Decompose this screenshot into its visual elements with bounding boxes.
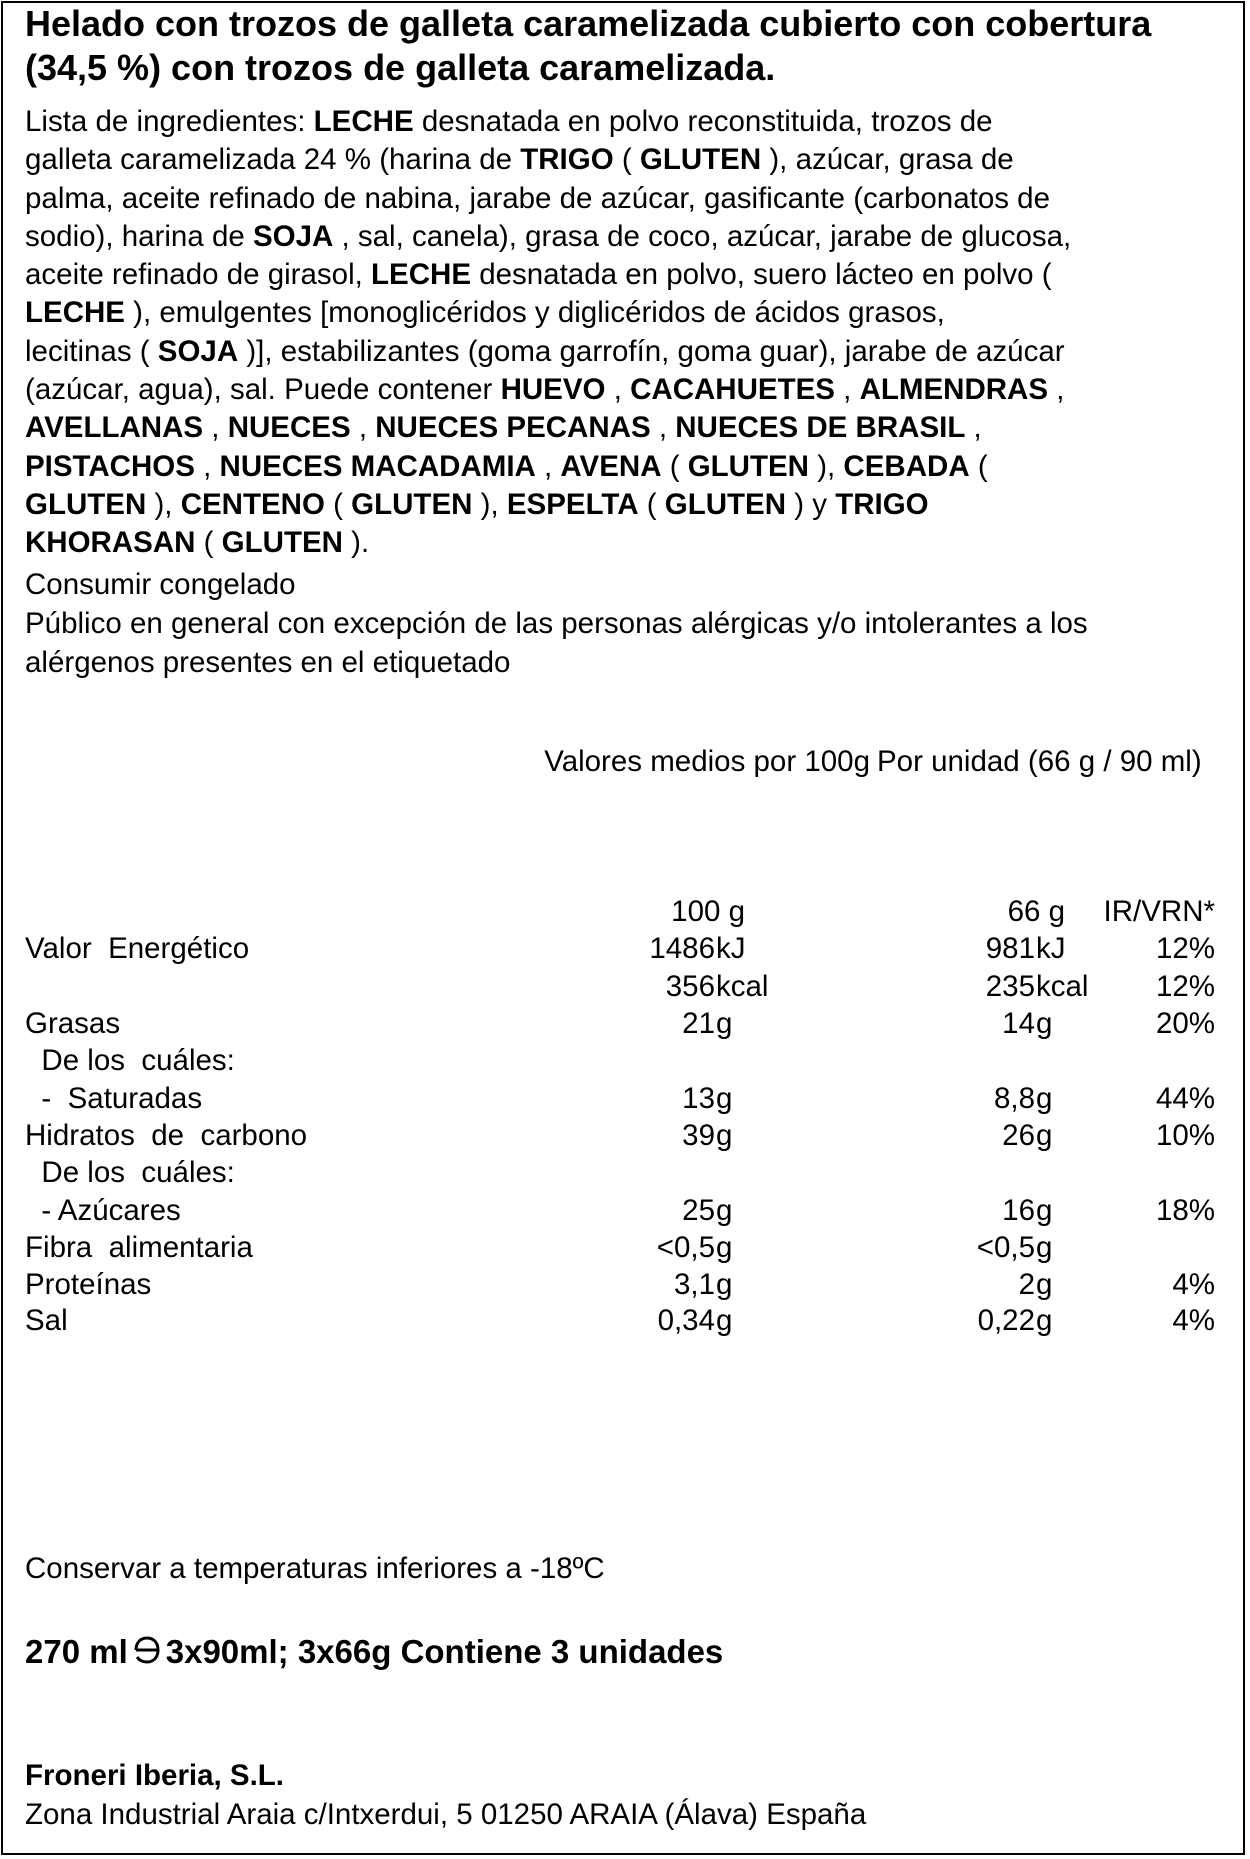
- storage-instruction: Conservar a temperaturas inferiores a -18ºC: [25, 1552, 605, 1585]
- nutrition-percent-irvrn: 44%: [1155, 1082, 1215, 1115]
- ingredient-text: desnatada en polvo, suero lácteo en polvo (: [471, 258, 1052, 292]
- allergen-text: ESPELTA: [506, 487, 639, 521]
- ingredient-text: ), emulgentes [monoglicéridos y diglicéridos de ácidos grasos,: [124, 296, 945, 330]
- nutrition-unit-unit: g: [1036, 1304, 1053, 1337]
- ingredient-text: ,: [650, 411, 676, 445]
- nutrition-unit-unit: g: [1036, 1268, 1053, 1301]
- consume-instruction: Consumir congelado: [25, 568, 296, 601]
- allergen-text: SOJA: [157, 334, 239, 368]
- nutrition-value-unit: 235: [985, 970, 1035, 1003]
- allergen-text: KHORASAN: [25, 526, 196, 560]
- ingredient-text: ,: [605, 373, 631, 407]
- nutrition-percent-irvrn: 4%: [1172, 1304, 1215, 1337]
- nutrition-percent-irvrn: 18%: [1155, 1194, 1215, 1227]
- allergen-text: NUECES DE BRASIL: [675, 411, 966, 445]
- ingredient-text: aceite refinado de girasol,: [25, 258, 372, 292]
- nutrition-value-unit: 14: [1002, 1007, 1035, 1040]
- nutrition-unit-100g: g: [716, 1082, 733, 1115]
- ingredient-text: (: [324, 487, 352, 521]
- ingredients-line: [25, 371, 1225, 409]
- ingredient-text: (: [969, 449, 988, 483]
- allergen-text: ALMENDRAS: [859, 373, 1049, 407]
- nutrition-unit-100g: kcal: [716, 970, 769, 1003]
- nutrition-value-100g: 356: [665, 970, 715, 1003]
- ingredient-text: (: [613, 143, 640, 177]
- ingredients-line: [25, 448, 1225, 486]
- allergen-text: GLUTEN: [351, 487, 473, 521]
- audience-line-1: Público en general con excepción de las personas alérgicas y/o intolerantes a los: [25, 607, 1088, 640]
- nutrition-percent-irvrn: 12%: [1155, 970, 1215, 1003]
- allergen-text: TRIGO: [835, 487, 929, 521]
- ingredient-text: (: [638, 487, 665, 521]
- nutrition-unit-100g: g: [716, 1268, 733, 1301]
- ingredient-text: , sal, canela), grasa de coco, azúcar, jarabe de glucosa,: [333, 219, 1072, 253]
- nutrition-value-100g: 1486: [649, 932, 715, 965]
- estimated-sign-icon: [132, 1633, 162, 1675]
- allergen-text: LECHE: [25, 296, 125, 330]
- ingredient-text: Lista de ingredientes:: [25, 105, 314, 138]
- nutrition-value-unit: 2: [1018, 1268, 1035, 1301]
- allergen-text: NUECES: [227, 411, 351, 445]
- allergen-text: NUECES MACADAMIA: [219, 449, 536, 483]
- ingredients-list: [25, 103, 1225, 563]
- ingredient-text: (azúcar, agua), sal. Puede contener: [25, 373, 501, 407]
- ingredients-line: [25, 524, 1225, 562]
- nutrition-unit-unit: g: [1036, 1082, 1053, 1115]
- nutrition-label: Proteínas: [25, 1268, 152, 1301]
- ingredient-text: desnatada en polvo reconstituida, trozos de: [413, 105, 993, 138]
- ingredient-text: ) y: [786, 487, 836, 521]
- ingredient-text: (: [195, 526, 222, 560]
- nutrition-value-100g: 39: [682, 1119, 715, 1152]
- allergen-text: AVELLANAS: [25, 411, 204, 445]
- nutrition-value-100g: <0,5: [656, 1231, 715, 1264]
- nutrition-unit-100g: g: [716, 1304, 733, 1337]
- audience-line-2: alérgenos presentes en el etiquetado: [25, 646, 511, 679]
- company-address: Zona Industrial Araia c/Intxerdui, 5 01250 ARAIA (Álava) España: [25, 1798, 867, 1831]
- nutrition-col-66g: 66 g: [1007, 895, 1065, 928]
- net-detail: 3x90ml; 3x66g Contiene 3 unidades: [165, 1633, 724, 1670]
- nutrition-header-per100: Valores medios por 100g: [544, 745, 870, 778]
- ingredient-text: ,: [350, 411, 376, 445]
- allergen-text: PISTACHOS: [25, 449, 195, 483]
- allergen-text: GLUTEN: [639, 143, 762, 177]
- allergen-text: CENTENO: [180, 487, 325, 521]
- ingredients-line: [25, 409, 1225, 447]
- nutrition-percent-irvrn: 20%: [1155, 1007, 1215, 1040]
- nutrition-unit-100g: g: [716, 1007, 733, 1040]
- nutrition-percent-irvrn: 12%: [1155, 932, 1215, 965]
- ingredient-text: lecitinas (: [25, 334, 158, 368]
- nutrition-unit-unit: g: [1036, 1194, 1053, 1227]
- nutrition-value-unit: <0,5: [976, 1231, 1035, 1264]
- nutrition-unit-unit: g: [1036, 1007, 1053, 1040]
- nutrition-value-unit: 0,22: [977, 1304, 1035, 1337]
- nutrition-label: De los cuáles:: [25, 1044, 235, 1077]
- nutrition-unit-100g: g: [716, 1231, 733, 1264]
- ingredients-line: [25, 218, 1225, 256]
- nutrition-label: - Saturadas: [25, 1082, 203, 1115]
- allergen-text: LECHE: [313, 105, 414, 138]
- nutrition-value-100g: 0,34: [657, 1304, 715, 1337]
- nutrition-label: Valor Energético: [25, 932, 250, 965]
- ingredient-text: ).: [342, 526, 370, 560]
- nutrition-value-unit: 8,8: [993, 1082, 1035, 1115]
- nutrition-value-unit: 981: [985, 932, 1035, 965]
- ingredient-text: ),: [146, 487, 181, 521]
- ingredient-text: ,: [965, 411, 982, 445]
- allergen-text: AVENA: [560, 449, 662, 483]
- ingredients-line: [25, 333, 1225, 371]
- ingredient-text: ),: [809, 449, 844, 483]
- nutrition-unit-100g: g: [716, 1119, 733, 1152]
- nutrition-label: - Azúcares: [25, 1194, 181, 1227]
- product-title: Helado con trozos de galleta caramelizada cubierto con cobertura (34,5 %) con trozos de galleta caramelizada.: [25, 3, 1152, 88]
- nutrition-unit-unit: g: [1036, 1119, 1053, 1152]
- ingredients-line: [25, 141, 1225, 179]
- allergen-text: GLUTEN: [664, 487, 787, 521]
- nutrition-unit-100g: kJ: [716, 932, 746, 965]
- ingredients-line: [25, 103, 1225, 141]
- ingredient-text: ,: [194, 449, 220, 483]
- ingredient-text: ,: [1048, 373, 1065, 407]
- ingredient-text: ,: [203, 411, 228, 445]
- allergen-text: GLUTEN: [221, 526, 343, 560]
- nutrition-col-100g: 100 g: [671, 895, 745, 928]
- allergen-text: LECHE: [371, 258, 472, 292]
- ingredient-text: ,: [834, 373, 860, 407]
- ingredients-line: [25, 486, 1225, 524]
- nutrition-header-perunit: Por unidad (66 g / 90 ml): [877, 745, 1202, 778]
- nutrition-unit-unit: kJ: [1036, 932, 1066, 965]
- allergen-text: CEBADA: [843, 449, 970, 483]
- nutrition-unit-100g: g: [716, 1194, 733, 1227]
- allergen-text: TRIGO: [520, 143, 614, 177]
- nutrition-label: Hidratos de carbono: [25, 1119, 308, 1152]
- nutrition-percent-irvrn: 10%: [1155, 1119, 1215, 1152]
- ingredients-line: [25, 294, 1225, 332]
- nutrition-value-100g: 21: [682, 1007, 715, 1040]
- nutrition-unit-unit: kcal: [1036, 970, 1089, 1003]
- net-volume: 270 ml: [25, 1633, 128, 1670]
- nutrition-label: Grasas: [25, 1007, 121, 1040]
- allergen-text: GLUTEN: [687, 449, 809, 483]
- nutrition-label: De los cuáles:: [25, 1156, 235, 1189]
- allergen-text: HUEVO: [500, 373, 606, 407]
- nutrition-col-irvrn: IR/VRN*: [1103, 895, 1215, 928]
- ingredient-text: ), azúcar, grasa de: [761, 143, 1014, 177]
- nutrition-label: Sal: [25, 1304, 68, 1337]
- ingredient-text: (: [661, 449, 688, 483]
- nutrition-value-100g: 25: [682, 1194, 715, 1227]
- ingredient-text: palma, aceite refinado de nabina, jarabe de azúcar, gasificante (carbonatos de: [25, 181, 1050, 215]
- nutrition-value-100g: 13: [682, 1082, 715, 1115]
- ingredient-text: ,: [535, 449, 561, 483]
- nutrition-value-unit: 16: [1002, 1194, 1035, 1227]
- ingredient-text: )], estabilizantes (goma garrofín, goma guar), jarabe de azúcar: [238, 334, 1065, 368]
- ingredients-line: [25, 256, 1225, 294]
- company-name: Froneri Iberia, S.L.: [25, 1759, 285, 1792]
- nutrition-label: Fibra alimentaria: [25, 1231, 253, 1264]
- allergen-text: GLUTEN: [25, 487, 147, 521]
- ingredient-text: ),: [472, 487, 507, 521]
- ingredient-text: sodio), harina de: [25, 219, 253, 253]
- nutrition-unit-unit: g: [1036, 1231, 1053, 1264]
- ingredients-line: [25, 180, 1225, 218]
- allergen-text: NUECES PECANAS: [375, 411, 651, 445]
- allergen-text: SOJA: [252, 219, 334, 253]
- ingredient-text: galleta caramelizada 24 % (harina de: [25, 143, 521, 177]
- allergen-text: CACAHUETES: [630, 373, 835, 407]
- nutrition-value-100g: 3,1: [673, 1268, 715, 1301]
- net-quantity: [25, 1631, 723, 1675]
- nutrition-value-unit: 26: [1002, 1119, 1035, 1152]
- nutrition-percent-irvrn: 4%: [1172, 1268, 1215, 1301]
